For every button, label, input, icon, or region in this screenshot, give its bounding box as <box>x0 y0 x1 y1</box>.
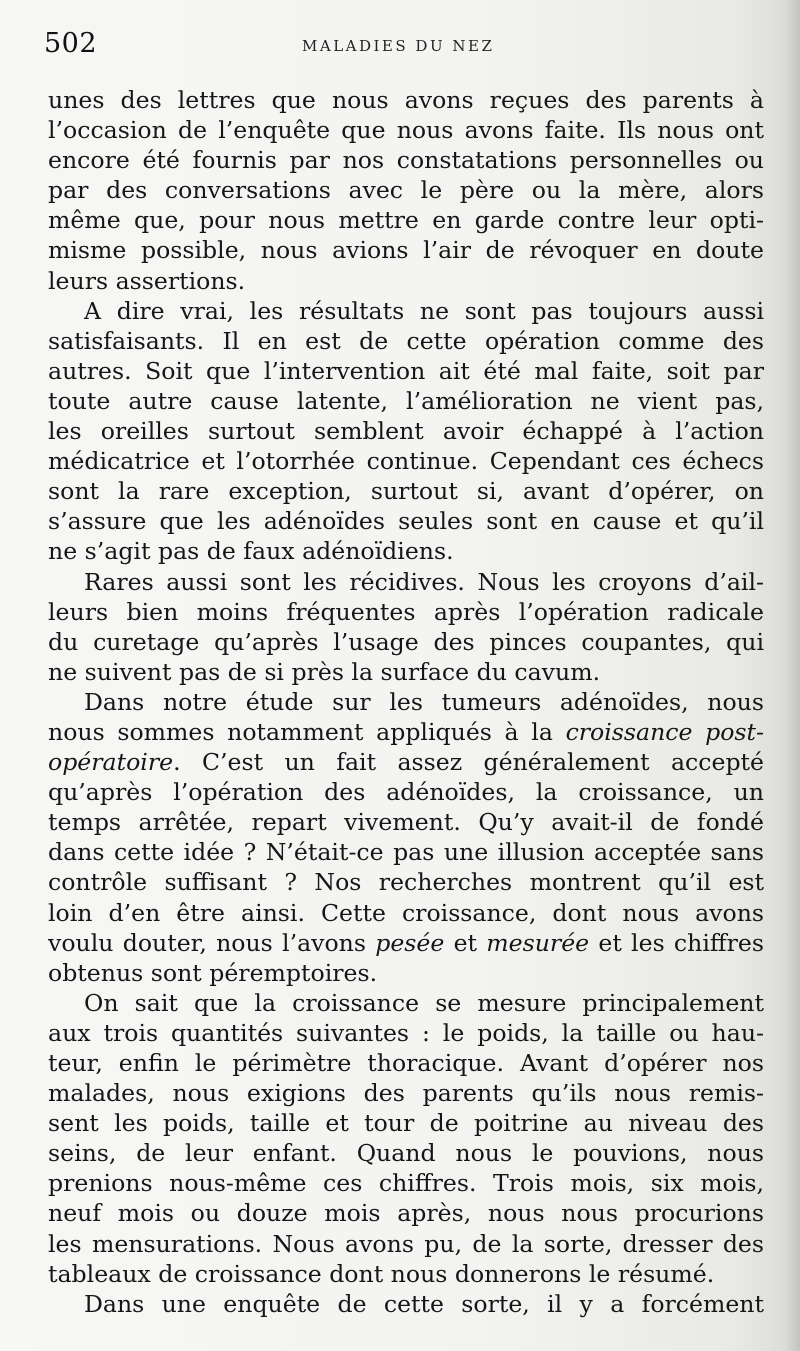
italic-term: opératoire <box>48 748 174 777</box>
text-segment: et <box>444 928 487 957</box>
text-line: obtenus sont péremptoires. <box>48 958 378 987</box>
text-segment: voulu douter, nous l’avons <box>48 928 376 957</box>
italic-term: pesée <box>375 928 445 957</box>
text-line: l’occasion de l’enquête que nous avons faite. Ils nous ont <box>48 116 764 145</box>
text-line: ne suivent pas de si près la surface du cavum. <box>48 657 601 686</box>
italic-term: mesurée <box>486 928 590 957</box>
text-line-with-italic <box>48 717 764 747</box>
running-title: MALADIES DU NEZ <box>302 37 495 55</box>
text-line: toute autre cause latente, l’amélioration ne vient pas, <box>48 386 764 415</box>
page-number: 502 <box>44 28 98 59</box>
text-line: ne s’agit pas de faux adénoïdiens. <box>48 537 454 566</box>
paragraph-start-line: On sait que la croissance se mesure principalement <box>84 988 764 1017</box>
page-edge-shadow <box>784 0 800 1351</box>
text-line: misme possible, nous avions l’air de révoquer en doute <box>48 236 764 265</box>
paragraph-start-line: Dans notre étude sur les tumeurs adénoïdes, nous <box>84 687 764 716</box>
paragraph-start-line: Rares aussi sont les récidives. Nous les croyons d’ail- <box>84 567 764 596</box>
text-line: neuf mois ou douze mois après, nous nous procurions <box>48 1199 764 1228</box>
text-line: médicatrice et l’otorrhée continue. Cependant ces échecs <box>48 447 764 476</box>
text-line: dans cette idée ? N’était-ce pas une illusion acceptée sans <box>48 838 764 867</box>
text-line: leurs bien moins fréquentes après l’opération radicale <box>48 597 764 626</box>
text-line: par des conversations avec le père ou la mère, alors <box>48 176 764 205</box>
text-line: aux trois quantités suivantes : le poids, la taille ou hau- <box>48 1018 764 1047</box>
italic-term: croissance post- <box>565 717 764 746</box>
text-line: sont la rare exception, surtout si, avant d’opérer, on <box>48 477 764 506</box>
text-line: contrôle suffisant ? Nos recherches montrent qu’il est <box>48 868 764 897</box>
text-line: malades, nous exigions des parents qu’ils nous remis- <box>48 1079 764 1108</box>
text-line: tableaux de croissance dont nous donnerons le résumé. <box>48 1259 715 1288</box>
text-line: s’assure que les adénoïdes seules sont en cause et qu’il <box>48 507 764 536</box>
text-line: même que, pour nous mettre en garde contre leur opti- <box>48 206 764 235</box>
text-segment: nous sommes notamment appliqués à la <box>48 717 566 746</box>
text-line-with-italic <box>48 928 764 958</box>
text-line: leurs assertions. <box>48 266 246 295</box>
text-segment: . C’est un fait assez généralement accepté <box>173 748 764 777</box>
text-line: encore été fournis par nos constatations personnelles ou <box>48 146 764 175</box>
text-line: prenions nous-même ces chiffres. Trois mois, six mois, <box>48 1169 764 1198</box>
text-line: du curetage qu’après l’usage des pinces coupantes, qui <box>48 627 764 656</box>
text-line-with-italic <box>48 747 764 777</box>
page-header <box>44 28 764 68</box>
text-line: qu’après l’opération des adénoïdes, la croissance, un <box>48 778 764 807</box>
text-line: satisfaisants. Il en est de cette opération comme des <box>48 326 764 355</box>
text-line: unes des lettres que nous avons reçues des parents à <box>48 86 764 114</box>
text-line: les mensurations. Nous avons pu, de la sorte, dresser des <box>48 1229 764 1258</box>
text-line: sent les poids, taille et tour de poitrine au niveau des <box>48 1109 764 1138</box>
body-text <box>48 85 764 1319</box>
paragraph-start-line: Dans une enquête de cette sorte, il y a forcément <box>84 1289 764 1318</box>
text-line: teur, enfin le périmètre thoracique. Avant d’opérer nos <box>48 1049 764 1077</box>
text-line: temps arrêtée, repart vivement. Qu’y avait-il de fondé <box>48 808 764 837</box>
text-segment: et les chiffres <box>589 928 764 957</box>
text-line: autres. Soit que l’intervention ait été mal faite, soit par <box>48 356 764 385</box>
paragraph-start-line: A dire vrai, les résultats ne sont pas toujours aussi <box>84 296 764 325</box>
text-line: seins, de leur enfant. Quand nous le pouvions, nous <box>48 1139 764 1168</box>
text-line: les oreilles surtout semblent avoir échappé à l’action <box>48 417 764 446</box>
text-line: loin d’en être ainsi. Cette croissance, dont nous avons <box>48 898 764 927</box>
